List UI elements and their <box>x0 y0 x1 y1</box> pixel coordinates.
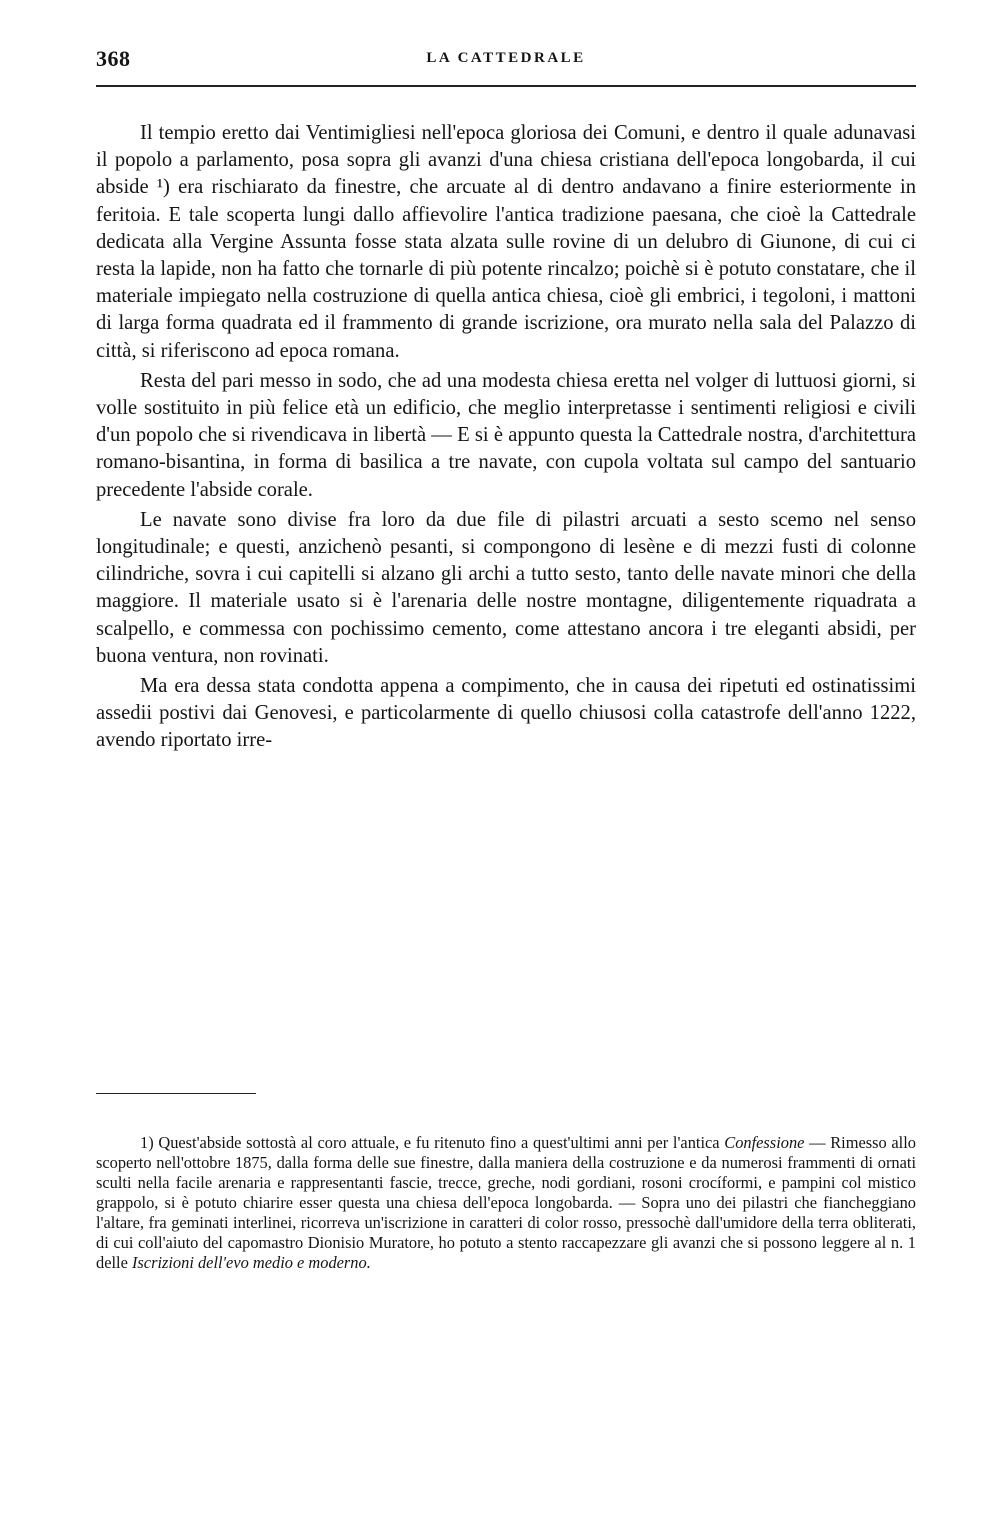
footnote-text: 1) Quest'abside sottostà al coro attuale, e fu ritenuto fino a quest'ultimi anni per l'antica <box>140 1133 725 1152</box>
paragraph: Ma era dessa stata condotta appena a compimento, che in causa dei ripetuti ed ostinatissimi assedii postivi dai Genovesi, e particolarmente di quello chiusosi colla catastrofe dell'anno 1222, avendo riportato irre- <box>96 675 916 752</box>
paragraph: Resta del pari messo in sodo, che ad una modesta chiesa eretta nel volger di luttuosi giorni, si volle sostituito in più felice età un edificio, che meglio interpretasse i sentimenti religiosi e civili d'un popolo che si rivendicava in libertà — E si è appunto questa la Cattedrale nostra, d'architettura romano-bisantina, in forma di basilica a tre navate, con cupola voltata sul campo del santuario precedente l'abside corale. <box>96 369 916 501</box>
page-header <box>96 46 916 76</box>
running-title: LA CATTEDRALE <box>426 50 586 66</box>
footnote <box>96 1133 916 1273</box>
page-number: 368 <box>96 46 131 71</box>
header-rule <box>96 85 916 87</box>
footnote-italic-title: Iscrizioni dell'evo medio e moderno. <box>131 1253 371 1272</box>
footnote-text: — Rimesso allo scoperto nell'ottobre 1875, dalla forma delle sue finestre, dalla maniera della costruzione e da numerosi frammenti di ornati sculti nella facile arenaria e rappresentanti fascie, trecce, greche, nodi gordiani, rosoni crocíformi, e pampini col mistico grappolo, si è potuto chiarire esser questa una chiesa dell'epoca longobarda. — Sopra uno dei pilastri che fiancheggiano l'altare, fra geminati interlinei, ricorreva un'iscrizione in caratteri di color rosso, pressochè dall'umidore della terra obliterati, di cui coll'aiuto del capomastro Dionisio Muratore, ho potuto a stento raccapezzare gli avanzi che si possono leggere al n. 1 delle <box>96 1133 916 1272</box>
paragraph: Il tempio eretto dai Ventimigliesi nell'epoca gloriosa dei Comuni, e dentro il quale adunavasi il popolo a parlamento, posa sopra gli avanzi d'una chiesa cristiana dell'epoca longobarda, il cui abside ¹) era rischiarato da finestre, che arcuate al di dentro andavano a finire esteriormente in feritoia. E tale scoperta lungi dallo affievolire l'antica tradizione paesana, che cioè la Cattedrale dedicata alla Vergine Assunta fosse stata alzata sulle rovine di un delubro di Giunone, di cui ci resta la lapide, non ha fatto che tornarle di più potente rincalzo; poichè si è potuto constatare, che il materiale impiegato nella costruzione di quella antica chiesa, cioè gli embrici, i tegoloni, i mattoni di larga forma quadrata ed il frammento di grande iscrizione, ora murato nella sala del Palazzo di città, si riferiscono ad epoca romana. <box>96 122 916 362</box>
footnote-italic-title: Confessione <box>724 1133 805 1152</box>
paragraph: Le navate sono divise fra loro da due file di pilastri arcuati a sesto scemo nel senso longitudinale; e questi, anzichenò pesanti, si compongono di lesène e di mezzi fusti di colonne cilindriche, sovra i cui capitelli si alzano gli archi a tutto sesto, tanto delle navate minori che della maggiore. Il materiale usato si è l'arenaria delle nostre montagne, diligentemente riquadrata a scalpello, e commessa con pochissimo cemento, come attestano ancora i tre eleganti absidi, per buona ventura, non rovinati. <box>96 508 916 667</box>
body-text <box>96 120 916 758</box>
footnote-rule <box>96 1093 256 1094</box>
